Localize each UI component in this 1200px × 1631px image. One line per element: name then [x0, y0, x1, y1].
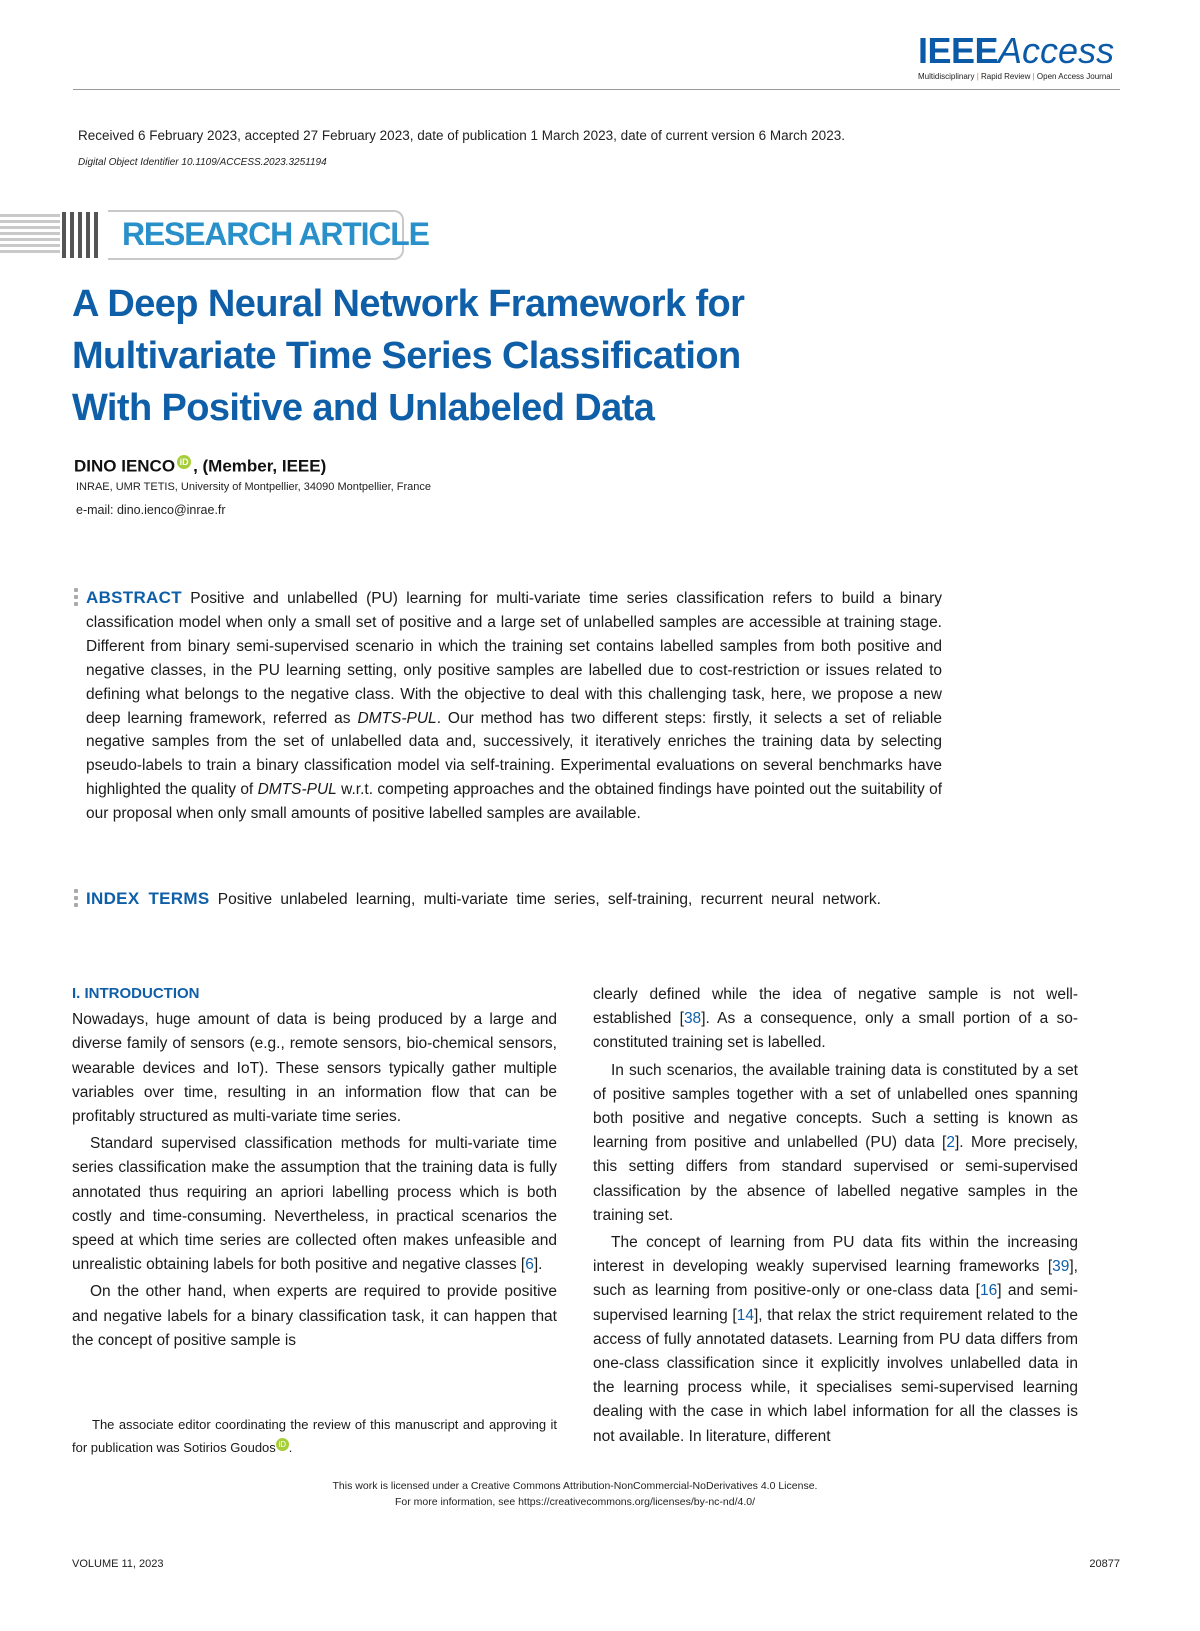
citation-link[interactable]: 14 [736, 1306, 754, 1324]
paper-title: A Deep Neural Network Framework for Multivariate Time Series Classification With Positive and Unlabeled Data [72, 283, 745, 429]
orcid-icon[interactable]: iD [276, 1438, 289, 1451]
page-number: 20877 [1089, 1558, 1120, 1570]
paragraph: clearly defined while the idea of negative sample is not well-established [38]. As a consequence, only a small portion of a so-constituted training set is labelled. [593, 986, 1078, 1052]
article-type-label: RESEARCH ARTICLE [122, 216, 429, 252]
left-column [72, 982, 557, 1353]
doi: Digital Object Identifier 10.1109/ACCESS.2023.3251194 [78, 157, 327, 168]
logo-access: Access [998, 30, 1115, 71]
publication-dates: Received 6 February 2023, accepted 27 February 2023, date of publication 1 March 2023, date of current version 6 March 2023. [78, 128, 845, 143]
right-column [593, 983, 1078, 1449]
index-terms: INDEX TERMS Positive unlabeled learning, multi-variate time series, self-training, recurrent neural network. [86, 889, 881, 908]
paragraph: Nowadays, huge amount of data is being produced by a large and diverse family of sensors (e.g., remote sensors, bio-chemical sensors, wearable devices and IoT). These sensors typically gather multiple variables over time, resulting in an information flow that can be profitably structured as multi-variate time series. [72, 1011, 557, 1126]
abstract-marker-icon [74, 588, 78, 609]
logo-tagline: Multidisciplinary | Rapid Review | Open Access Journal [918, 72, 1113, 81]
abstract: ABSTRACT Positive and unlabelled (PU) learning for multi-variate time series classification refers to build a binary classification model when only a small set of positive and a large set of unlabelled samples are accessible at training stage. Different from binary semi-supervised scenario in which the training set contains labelled samples from both positive and negative classes, in the PU learning setting, only positive samples are labelled due to cost-restriction or issues related to defining what belongs to the negative class. With the objective to deal with this challenging task, here, we propose a new deep learning framework, referred as DMTS-PUL. Our method has two different steps: firstly, it selects a set of reliable negative samples from the set of unlabelled data and, successively, it iteratively enriches the training data by selecting pseudo-labels to train a binary classification model via self-training. Experimental evaluations on several benchmarks have highlighted the quality of DMTS-PUL w.r.t. competing approaches and the obtained findings have pointed out the suitability of our proposal when only small amounts of positive labelled samples are available. [86, 588, 942, 823]
paragraph: On the other hand, when experts are required to provide positive and negative labels for a binary classification task, it can happen that the concept of positive sample is [72, 1283, 557, 1349]
header-divider [73, 89, 1120, 90]
paragraph: The concept of learning from PU data fits within the increasing interest in developing weakly supervised learning frameworks [39], such as learning from positive-only or one-class data [16] and semi-supervised learning [14], that relax the strict requirement related to the access of fully annotated datasets. Learning from PU data differs from one-class classification since it explicitly involves unlabelled data in the learning process while, it specialises semi-supervised learning dealing with the case in which label information for all the classes is not available. In literature, different [593, 1234, 1078, 1445]
paragraph: In such scenarios, the available training data is constituted by a set of positive samples together with a set of unlabelled ones spanning both positive and negative concepts. Such a setting is known as learning from positive and unlabelled (PU) data [2]. More precisely, this setting differs from standard supervised or semi-supervised classification by the absence of labelled negative samples in the training set. [593, 1061, 1079, 1224]
method-name: DMTS-PUL [357, 709, 437, 727]
volume-label: VOLUME 11, 2023 [72, 1558, 164, 1570]
author-email: e-mail: dino.ienco@inrae.fr [76, 503, 226, 517]
author-affiliation: INRAE, UMR TETIS, University of Montpellier, 34090 Montpellier, France [76, 481, 431, 493]
index-terms-label: INDEX TERMS [86, 889, 210, 908]
citation-link[interactable]: 16 [979, 1282, 998, 1300]
paragraph: Standard supervised classification methods for multi-variate time series classification make the assumption that the training data is fully annotated thus requiring an apriori labelling process which is both costly and time-consuming. Nevertheless, in practical scenarios the speed at which time series are collected often makes unfeasible and unrealistic obtaining labels for both positive and negative classes [6]. [72, 1135, 557, 1274]
index-marker-icon [74, 889, 78, 910]
section-heading: I. INTRODUCTION [72, 985, 200, 1002]
author-name: DINO IENCO [74, 456, 176, 476]
logo-ieee: IEEE [918, 30, 999, 71]
orcid-icon[interactable]: iD [177, 455, 191, 469]
license-link[interactable]: For more information, see https://creativecommons.org/licenses/by-nc-nd/4.0/ [394, 1496, 756, 1508]
citation-link[interactable]: 39 [1052, 1258, 1070, 1276]
author-line [74, 455, 326, 477]
license-notice: This work is licensed under a Creative Commons Attribution-NonCommercial-NoDerivatives 4.0 License. For more information, see https://creativecommons.org/licenses/by-nc-nd/4.0/ [0, 1478, 1150, 1510]
citation-link[interactable]: 38 [683, 1010, 702, 1028]
abstract-label: ABSTRACT [86, 588, 182, 607]
journal-logo [918, 32, 1118, 81]
banner-stripes-icon [0, 212, 104, 260]
author-membership: , (Member, IEEE) [193, 456, 327, 476]
editor-footnote: The associate editor coordinating the review of this manuscript and approving it for publication was Sotirios Goudos iD . [72, 1417, 557, 1455]
citation-link[interactable]: 2 [946, 1134, 955, 1152]
method-name: DMTS-PUL [257, 781, 337, 799]
citation-link[interactable]: 6 [525, 1256, 534, 1274]
